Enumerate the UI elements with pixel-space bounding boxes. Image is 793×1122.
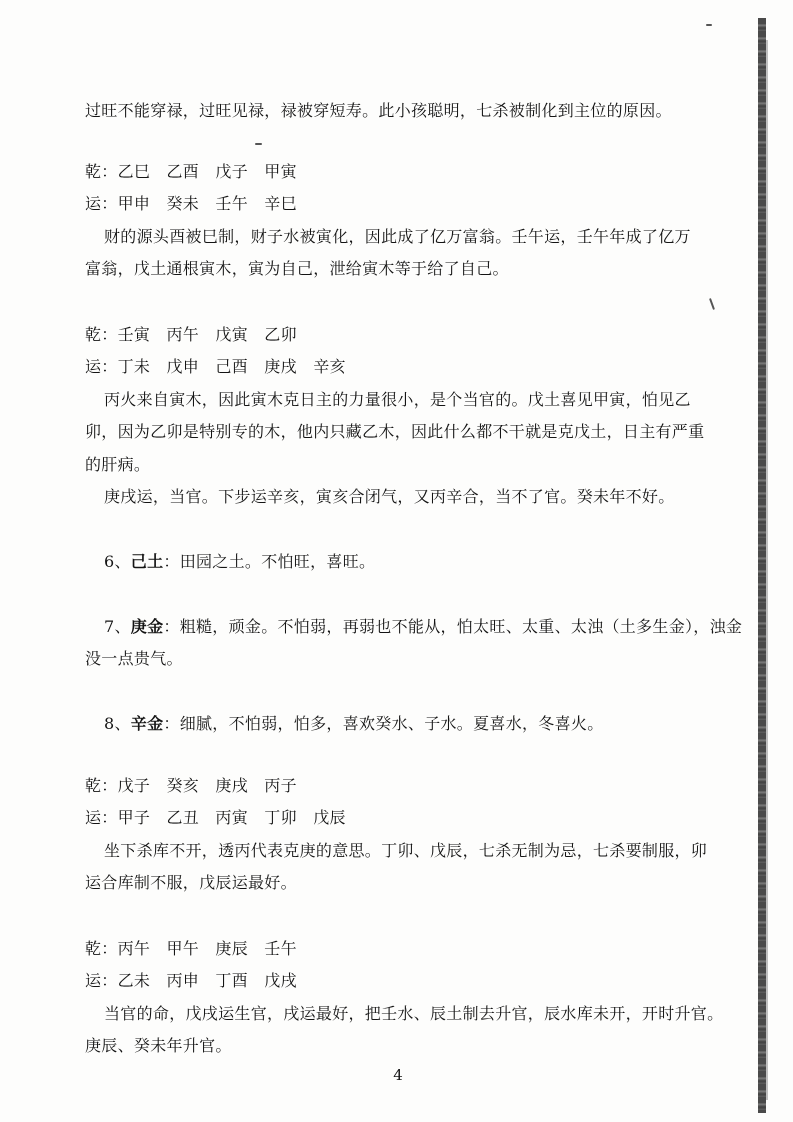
section-number: 6、 [104,552,131,571]
text-line: 坐下杀库不开，透丙代表克庚的意思。丁卯、戊辰，七杀无制为忌，七杀要制服，卯 [104,841,708,860]
text-line: 富翁，戊土通根寅木，寅为自己，泄给寅木等于给了自己。 [85,259,509,278]
section-text: ：细腻，不怕弱，怕多，喜欢癸水、子水。夏喜水，冬喜火。 [163,714,604,733]
scan-speck [706,24,712,26]
text-line: 卯，因为乙卯是特别专的木，他内只藏乙木，因此什么都不干就是克戊土，日主有严重 [85,422,705,441]
luck-line: 运：丁未 戊申 己酉 庚戌 辛亥 [85,357,346,376]
text-line: 庚辰、癸未年升官。 [85,1036,232,1055]
section-heading-metal-xin [104,714,764,734]
scan-edge-shadow [766,40,768,1100]
text-line: 当官的命，戊戌运生官，戌运最好，把壬水、辰土制去升官，辰水库未开，开时升官。 [104,1004,724,1023]
chart-line: 乾：乙巳 乙酉 戊子 甲寅 [85,162,297,181]
text-line: 庚戌运，当官。下步运辛亥，寅亥合闭气，又丙辛合，当不了官。癸未年不好。 [104,487,675,506]
section-title: 辛金 [130,714,164,733]
scan-speck [709,298,715,310]
scan-speck [255,143,262,145]
chart-line: 乾：壬寅 丙午 戊寅 乙卯 [85,325,297,344]
section-number: 8、 [104,714,131,733]
text-line: 过旺不能穿禄，过旺见禄，禄被穿短寿。此小孩聪明，七杀被制化到主位的原因。 [85,101,672,120]
section-title: 庚金 [130,617,164,636]
text-line: 运合库制不服，戊辰运最好。 [85,873,297,892]
luck-line: 运：乙未 丙申 丁酉 戊戌 [85,971,297,990]
text-line: 丙火来自寅木，因此寅木克日主的力量很小，是个当官的。戊土喜见甲寅，怕见乙 [104,390,691,409]
luck-line: 运：甲子 乙丑 丙寅 丁卯 戊辰 [85,808,346,827]
section-number: 7、 [104,617,131,636]
luck-line: 运：甲申 癸未 壬午 辛巳 [85,194,297,213]
text-line: 财的源头酉被巳制，财子水被寅化，因此成了亿万富翁。壬午运，壬午年成了亿万 [104,227,691,246]
chart-line: 乾：丙午 甲午 庚辰 壬午 [85,939,297,958]
section-heading-earth [104,552,764,572]
chart-line: 乾：戊子 癸亥 庚戌 丙子 [85,776,297,795]
section-title: 己土 [130,552,164,571]
text-line: 没一点贵气。 [85,649,183,668]
section-heading-metal-geng [104,617,764,637]
page-number: 4 [393,1066,403,1084]
section-text: ：田园之土。不怕旺，喜旺。 [163,552,376,571]
text-line: 的肝病。 [85,455,151,474]
section-text: ：粗糙，顽金。不怕弱，再弱也不能从，怕太旺、太重、太浊（土多生金），浊金 [163,617,743,636]
